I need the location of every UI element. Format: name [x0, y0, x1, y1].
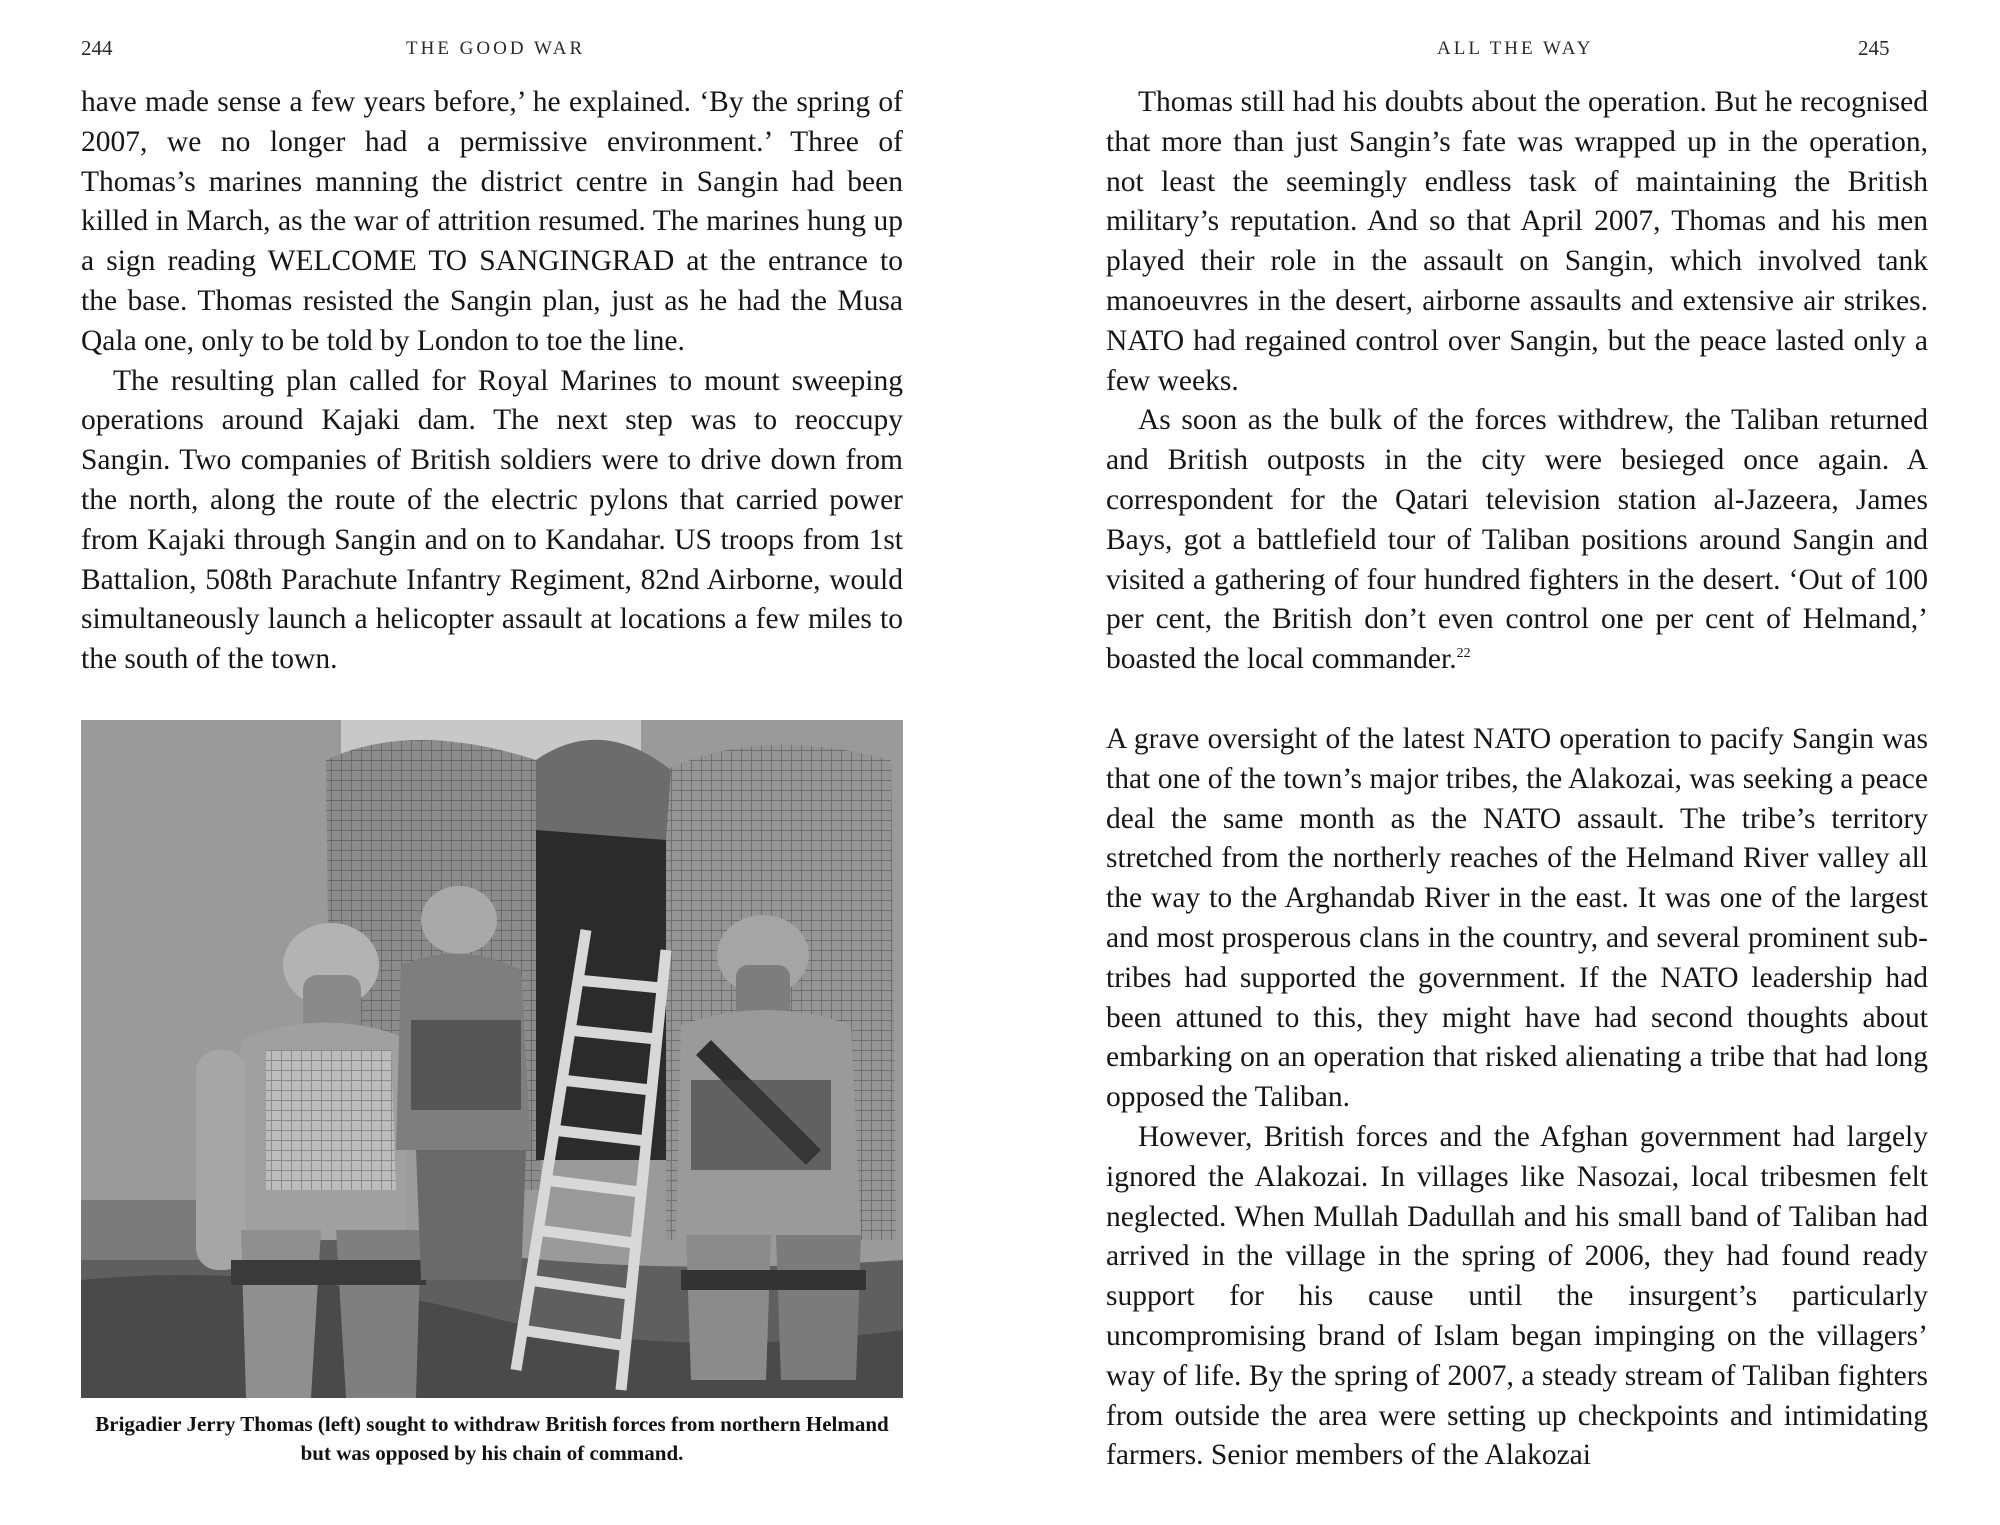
paragraph: Thomas still had his doubts about the operation. But he recognised that more than just Sangin’s fate was wrapped up in the operation, not least the seemingly endless task of maintaining the British military’s reputation. And so that April 2007, Thomas and his men played their role in the assault on Sangin, which involved tank manoeuvres in the desert, airborne assaults and extensive air strikes. NATO had regained control over Sangin, but the peace lasted only a few weeks. — [1106, 86, 1928, 397]
paragraph: As soon as the bulk of the forces withdrew, the Taliban returned and British outposts in the city were besieged once again. A correspondent for the Qatari television station al-Jazeera, James Bays, got a battlefield tour of Taliban positions around Sangin and visited a gathering of four hundred fighters in the desert. ‘Out of 100 per cent, the British don’t even control one per cent of Helmand,’ boasted the local commander.$^{22}$ — [1106, 404, 1928, 676]
paragraph: A grave oversight of the latest NATO operation to pacify Sangin was that one of the town’s major tribes, the Alakozai, was seeking a peace deal the same month as the NATO assault. The tribe’s territory stretched from the northerly reaches of the Helmand River valley all the way to the Arghandab River in the east. It was one of the largest and most prosperous clans in the country, and several prominent sub-tribes had supported the government. If the NATO leadership had been attuned to this, they might have had second thoughts about embarking on an operation that risked alienating a tribe that had long opposed the Taliban. — [1106, 722, 1928, 1114]
photograph-soldiers — [81, 720, 903, 1398]
page-number: 245 — [1858, 36, 1890, 60]
running-head: THE GOOD WAR — [406, 38, 586, 59]
footnote-marker: 22 — [1456, 646, 1471, 662]
photo-illustration — [81, 720, 903, 1398]
paragraph: have made sense a few years before,’ he explained. ‘By the spring of 2007, we no longer had a permissive environment.’ Three of Thomas’s marines manning the district centre in Sangin had been killed in March, as the war of attrition resumed. The marines hung up a sign reading WELCOME TO SANGINGRAD at the entrance to the base. Thomas resisted the Sangin plan, just as he had the Musa Qala one, only to be told by London to toe the line. — [81, 86, 903, 357]
right-page — [1000, 0, 2000, 1525]
photo-caption: Brigadier Jerry Thomas (left) sought to withdraw British forces from northern Helmand but was opposed by his chain of command. — [95, 1412, 889, 1465]
body-text — [81, 83, 903, 680]
paragraph: However, British forces and the Afghan government had largely ignored the Alakozai. In villages like Nasozai, local tribesmen felt neglected. When Mullah Dadullah and his small band of Taliban had arrived in the village in the spring of 2006, they had found ready support for his cause until the insurgent’s particularly uncompromising brand of Islam began impinging on the villagers’ way of life. By the spring of 2007, a steady stream of Taliban fighters from outside the area were setting up checkpoints and intimidating farmers. Senior members of the Alakozai — [1106, 1120, 1928, 1472]
running-head: ALL THE WAY — [1437, 38, 1594, 59]
page-number: 244 — [81, 36, 113, 60]
body-text — [1106, 83, 1928, 1476]
paragraph: The resulting plan called for Royal Marines to mount sweeping operations around Kajaki dam. The next step was to reoccupy Sangin. Two companies of British soldiers were to drive down from the north, along the route of the electric pylons that carried power from Kajaki through Sangin and on to Kandahar. US troops from 1st Battalion, 508th Parachute Infantry Regiment, 82nd Airborne, would simultaneously launch a helicopter assault at locations a few miles to the south of the town. — [81, 364, 903, 676]
